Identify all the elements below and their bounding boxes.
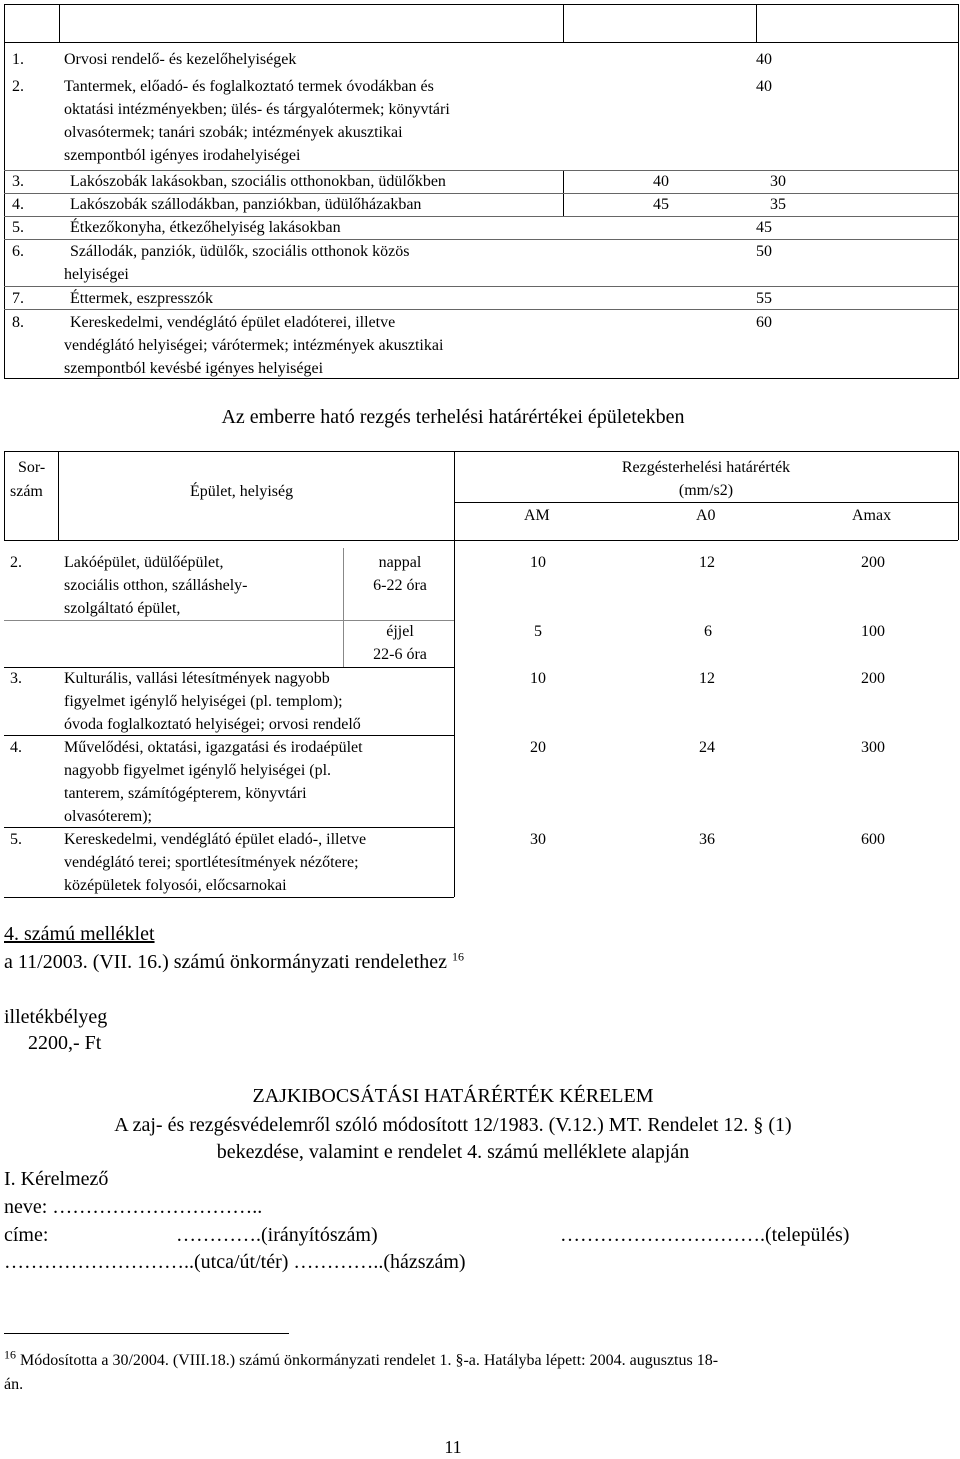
header-building: Épület, helyiség xyxy=(190,483,294,500)
row-number: 3. xyxy=(10,670,22,687)
value-a0: 12 xyxy=(699,554,715,571)
value-am: 10 xyxy=(530,670,546,687)
street-field[interactable]: ………………………..(utca/út/tér) …………..(házszám) xyxy=(4,1251,466,1273)
day-label: nappal xyxy=(378,554,422,571)
row-value: 45 xyxy=(756,219,772,236)
row-text: szociális otthon, szálláshely- xyxy=(64,577,248,594)
form-title: ZAJKIBOCSÁTÁSI HATÁRÉRTÉK KÉRELEM xyxy=(252,1085,654,1107)
footnote: $^{16}$ Módosította a 30/2004. (VIII.18.) számú önkormányzati rendelet 1. §-a. Hatályba lépett: 2004. augusztus 18- xyxy=(4,1347,719,1369)
row-text: Kereskedelmi, vendéglátó épület eladó-, illetve xyxy=(64,831,367,848)
applicant-heading: I. Kérelmező xyxy=(4,1168,109,1190)
row-text: szempontból igényes irodahelyiségei xyxy=(64,147,301,164)
row-text: Művelődési, oktatási, igazgatási és irodaépület xyxy=(64,739,363,756)
row-value-2: 35 xyxy=(770,196,786,213)
row-number: 2. xyxy=(12,78,24,95)
row-text: oktatási intézményekben; ülés- és tárgyalótermek; könyvtári xyxy=(64,101,450,118)
row-text: Tantermek, előadó- és foglalkoztató termek óvodákban és xyxy=(64,78,434,95)
row-value: 45 xyxy=(653,196,669,213)
row-text: szolgáltató épület, xyxy=(64,600,181,617)
header-am: AM xyxy=(524,507,550,524)
value-a0: 12 xyxy=(699,670,715,687)
row-text: Lakószobák lakásokban, szociális otthonokban, üdülőkben xyxy=(70,173,446,190)
row-text: Lakószobák szállodákban, panziókban, üdülőházakban xyxy=(70,196,422,213)
value-am: 20 xyxy=(530,739,546,756)
row-number: 7. xyxy=(12,290,24,307)
page-number: 11 xyxy=(444,1437,462,1457)
address-label: címe: xyxy=(4,1224,49,1246)
day-hours: 6-22 óra xyxy=(373,577,427,594)
row-text: Szállodák, panziók, üdülők, szociális otthonok közös xyxy=(70,243,410,260)
footnote-ref: 16 xyxy=(452,949,464,964)
row-number: 4. xyxy=(10,739,22,756)
row-text: tanterem, számítógépterem, könyvtári xyxy=(64,785,307,802)
row-text: Orvosi rendelő- és kezelőhelyiségek xyxy=(64,51,297,68)
row-text: Lakóépület, üdülőépület, xyxy=(64,554,224,571)
row-number: 3. xyxy=(12,173,24,190)
header-serial-2: szám xyxy=(10,483,43,500)
row-text: középületek folyosói, előcsarnokai xyxy=(64,877,287,894)
row-number: 6. xyxy=(12,243,24,260)
value-a0: 36 xyxy=(699,831,715,848)
annex-number: 4. számú melléklet xyxy=(4,923,155,945)
row-text: vendéglátó helyiségei; várótermek; intézmények akusztikai xyxy=(64,337,444,354)
city-field[interactable]: ………………………….(település) xyxy=(560,1224,850,1246)
form-subtitle-2: bekezdése, valamint e rendelet 4. számú melléklete alapján xyxy=(216,1141,690,1163)
row-value: 40 xyxy=(653,173,669,190)
row-number: 1. xyxy=(12,51,24,68)
vibration-table-title: Az emberre ható rezgés terhelési határértékei épületekben xyxy=(221,406,685,428)
value-amax: 200 xyxy=(861,670,885,687)
row-text: helyiségei xyxy=(64,266,129,283)
row-text: szempontból kevésbé igényes helyiségei xyxy=(64,360,324,377)
value-am: 10 xyxy=(530,554,546,571)
row-number: 2. xyxy=(10,554,22,571)
footnote-cont: án. xyxy=(4,1376,24,1393)
row-text: nagyobb figyelmet igénylő helyiségei (pl. xyxy=(64,762,332,779)
form-subtitle: A zaj- és rezgésvédelemről szóló módosított 12/1983. (V.12.) MT. Rendelet 12. § (1) xyxy=(114,1114,792,1136)
row-text: Éttermek, eszpresszók xyxy=(70,290,214,307)
header-amax: Amax xyxy=(852,507,892,524)
stamp-label: illetékbélyeg xyxy=(4,1006,108,1028)
row-text: figyelmet igénylő helyiségei (pl. templom); xyxy=(64,693,343,710)
night-label: éjjel xyxy=(386,623,414,640)
row-text: Kulturális, vallási létesítmények nagyobb xyxy=(64,670,330,687)
value-amax: 300 xyxy=(861,739,885,756)
row-value: 40 xyxy=(756,78,772,95)
header-a0: A0 xyxy=(696,507,716,524)
row-text: vendéglátó terei; sportlétesítmények nézőtere; xyxy=(64,854,359,871)
footnote-divider xyxy=(4,1333,289,1334)
stamp-amount: 2200,- Ft xyxy=(28,1032,102,1054)
header-unit: (mm/s2) xyxy=(678,482,734,499)
row-number: 5. xyxy=(10,831,22,848)
value-am: 5 xyxy=(534,623,542,640)
value-am: 30 xyxy=(530,831,546,848)
night-hours: 22-6 óra xyxy=(373,646,427,663)
name-field[interactable]: neve: ………………………….. xyxy=(4,1196,263,1218)
row-value: 60 xyxy=(756,314,772,331)
row-text: olvasótermek; tanári szobák; intézmények akusztikai xyxy=(64,124,403,141)
row-text: olvasóterem); xyxy=(64,808,152,825)
row-value-2: 30 xyxy=(770,173,786,190)
row-number: 5. xyxy=(12,219,24,236)
header-serial: Sor- xyxy=(18,459,46,476)
value-a0: 24 xyxy=(699,739,715,756)
row-text: Kereskedelmi, vendéglátó épület eladóterei, illetve xyxy=(70,314,396,331)
header-limit: Rezgésterhelési határérték xyxy=(621,459,791,476)
row-value: 50 xyxy=(756,243,772,260)
row-text: Étkezőkonyha, étkezőhelyiség lakásokban xyxy=(70,219,341,236)
row-number: 8. xyxy=(12,314,24,331)
value-amax: 200 xyxy=(861,554,885,571)
row-text: óvoda foglalkoztató helyiségei; orvosi rendelő xyxy=(64,716,361,733)
row-number: 4. xyxy=(12,196,24,213)
annex-reference: a 11/2003. (VII. 16.) számú önkormányzati rendelethez $^{16}$ xyxy=(4,949,464,973)
zip-field[interactable]: ………….(irányítószám) xyxy=(176,1224,378,1246)
value-amax: 600 xyxy=(861,831,885,848)
row-value: 55 xyxy=(756,290,772,307)
value-a0: 6 xyxy=(704,623,712,640)
row-value: 40 xyxy=(756,51,772,68)
value-amax: 100 xyxy=(861,623,885,640)
